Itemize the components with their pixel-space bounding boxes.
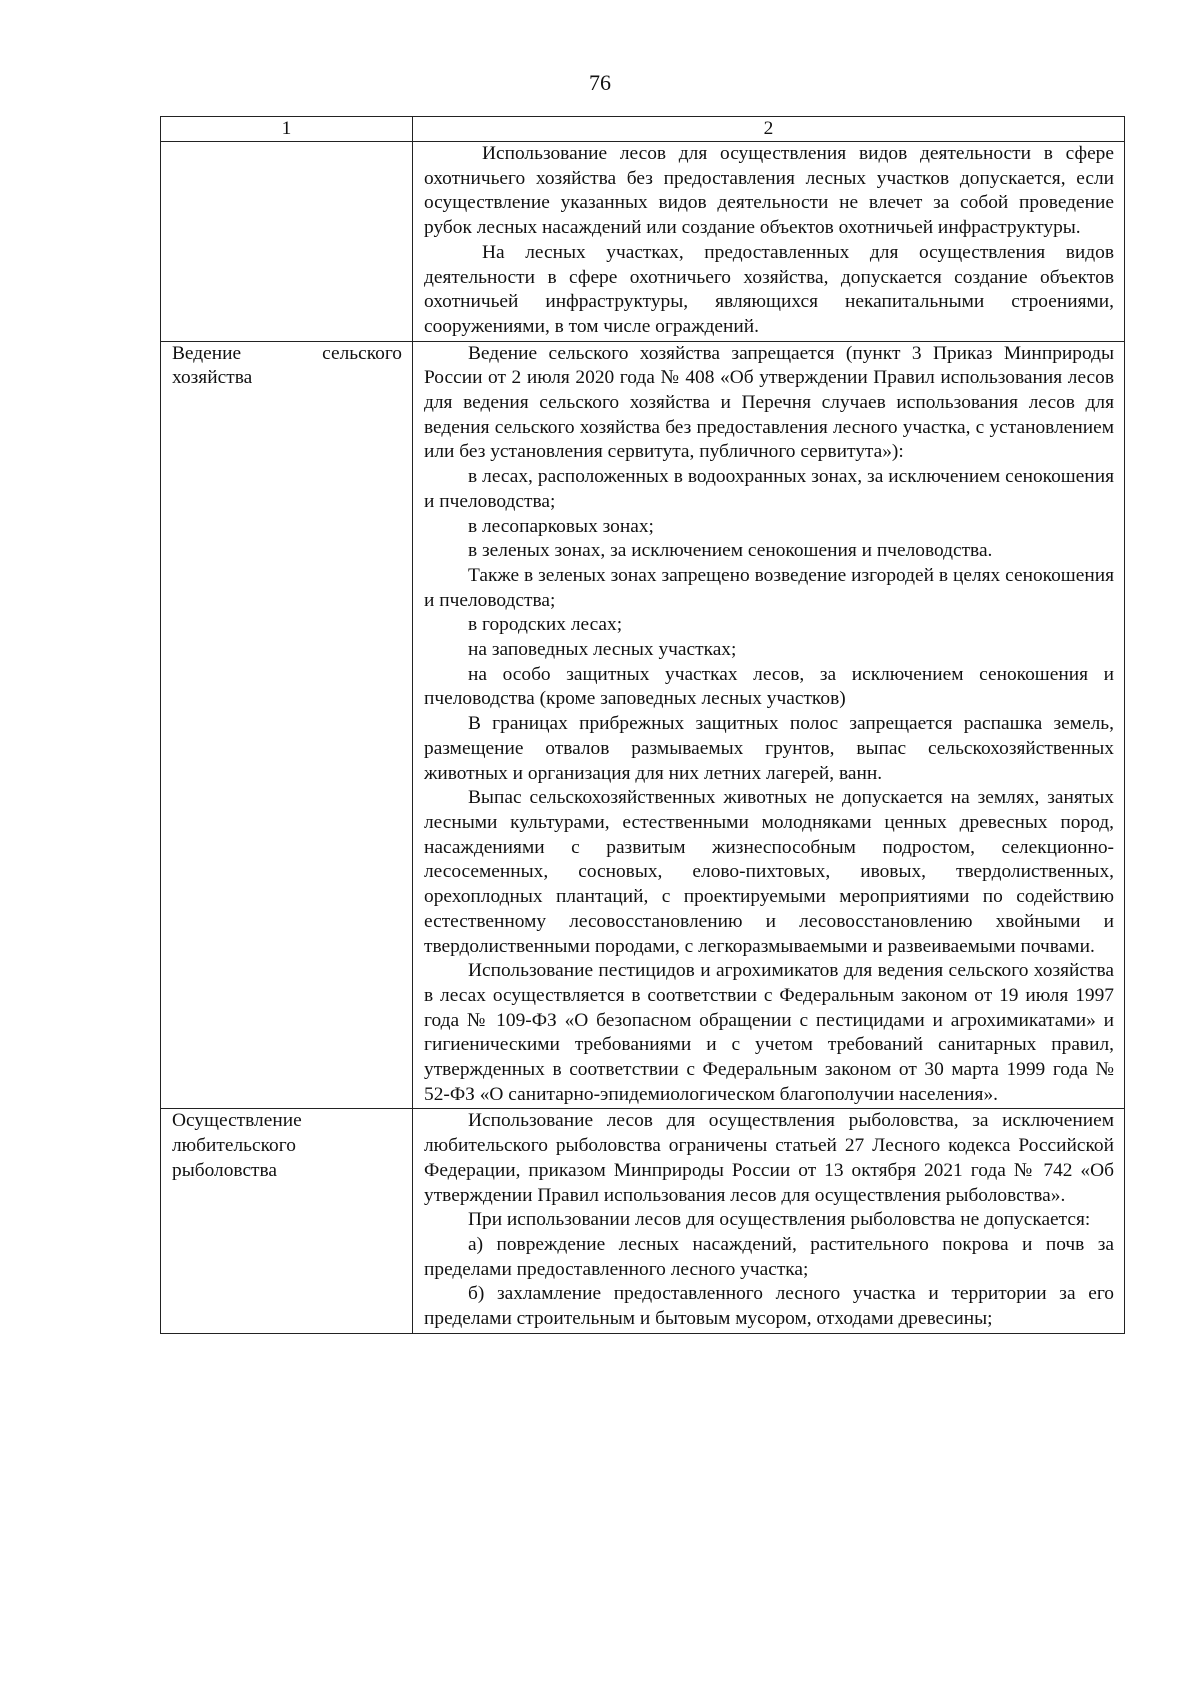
rule-paragraph: Ведение сельского хозяйства запрещается (пункт 3 Приказ Минприроды России от 2 июля 2020 года № 408 «Об утверждении Правил использования лесов для ведения сельского хозяйства и Перечня случаев использования лесов для ведения сельского хозяйства без предоставления лесного участка, с установлением или без установления сервитута, публичного сервитута»): [424,342,1114,463]
rule-paragraph: Использование пестицидов и агрохимикатов для ведения сельского хозяйства в лесах осуществляется в соответствии с Федеральным законом от 19 июля 1997 года № 109-ФЗ «О безопасном обращении с пестицидами и агрохимикатами» и гигиеническими требованиями и с учетом требований санитарных правил, утвержденных в соответствии с Федеральным законом от 30 марта 1999 года № 52-ФЗ «О санитарно-эпидемиологическом благополучии населения». [424,960,1114,1105]
table-row [161,1109,1125,1333]
rule-paragraph: а) повреждение лесных насаждений, растительного покрова и почв за пределами предоставленного лесного участка; [424,1233,1114,1280]
rule-paragraph: В границах прибрежных защитных полос запрещается распашка земель, размещение отвалов размываемых грунтов, выпас сельскохозяйственных животных и организация для них летних лагерей, ванн. [424,713,1114,784]
land-use-table [160,116,1125,1334]
rule-paragraph: Использование лесов для осуществления видов деятельности в сфере охотничьего хозяйства без предоставления лесных участков допускается, если осуществление указанных видов деятельности не влечет за собой проведение рубок лесных насаждений или создание объектов охотничьей инфраструктуры. [424,143,1114,239]
rule-paragraph: б) захламление предоставленного лесного участка и территории за его пределами строительным и бытовым мусором, отходами древесины; [424,1283,1114,1330]
activity-cell-agriculture [161,341,413,1109]
activity-label-line: Осуществление [172,1110,302,1132]
activity-label-line: Ведение сельского [172,342,402,364]
column-header-1: 1 [161,117,413,142]
rule-paragraph: на особо защитных участках лесов, за исключением сенокошения и пчеловодства (кроме заповедных лесных участков) [424,663,1114,710]
rule-paragraph: На лесных участках, предоставленных для осуществления видов деятельности в сфере охотничьего хозяйства, допускается создание объектов охотничьей инфраструктуры, являющихся некапитальными строениями, сооружениями, в том числе ограждений. [424,241,1114,337]
rule-paragraph: Выпас сельскохозяйственных животных не допускается на землях, занятых лесными культурами, естественными молодняками ценных древесных пород, насаждениями с развитым жизнеспособным подростом, селекционно-лесосеменных, сосновых, елово-пихтовых, ивовых, твердолиственных, орехоплодных плантаций, с проектируемыми мероприятиями по содействию естественному лесовосстановлению и лесовосстановлению хвойными и твердолиственными породами, с легкоразмываемыми и развеиваемыми почвами. [424,787,1114,957]
activity-label-line: любительского [172,1135,296,1157]
rules-cell [413,142,1125,342]
rule-paragraph: При использовании лесов для осуществления рыболовства не допускается: [468,1209,1091,1231]
rule-paragraph: в городских лесах; [468,614,623,636]
rule-paragraph: Использование лесов для осуществления рыболовства, за исключением любительского рыболовства ограничены статьей 27 Лесного кодекса Российской Федерации, приказом Минприроды России от 13 октября 2021 года № 742 «Об утверждении Правил использования лесов для осуществления рыболовства». [424,1110,1114,1206]
page-number: 76 [589,70,611,95]
activity-cell-fishing [161,1109,413,1333]
activity-label-line: рыболовства [172,1159,278,1181]
rule-paragraph: в лесопарковых зонах; [468,515,654,537]
table-row [161,341,1125,1109]
rules-cell [413,1109,1125,1333]
rule-paragraph: в зеленых зонах, за исключением сенокошения и пчеловодства. [468,540,993,562]
rule-paragraph: на заповедных лесных участках; [468,639,737,661]
table-row [161,142,1125,342]
rules-cell [413,341,1125,1109]
rule-paragraph: в лесах, расположенных в водоохранных зонах, за исключением сенокошения и пчеловодства; [424,466,1114,512]
rule-paragraph: Также в зеленых зонах запрещено возведение изгородей в целях сенокошения и пчеловодства; [424,564,1114,611]
table-header-row [161,117,1125,142]
activity-cell-empty [161,142,413,342]
column-header-2: 2 [413,117,1125,142]
activity-label-line: хозяйства [172,367,253,389]
